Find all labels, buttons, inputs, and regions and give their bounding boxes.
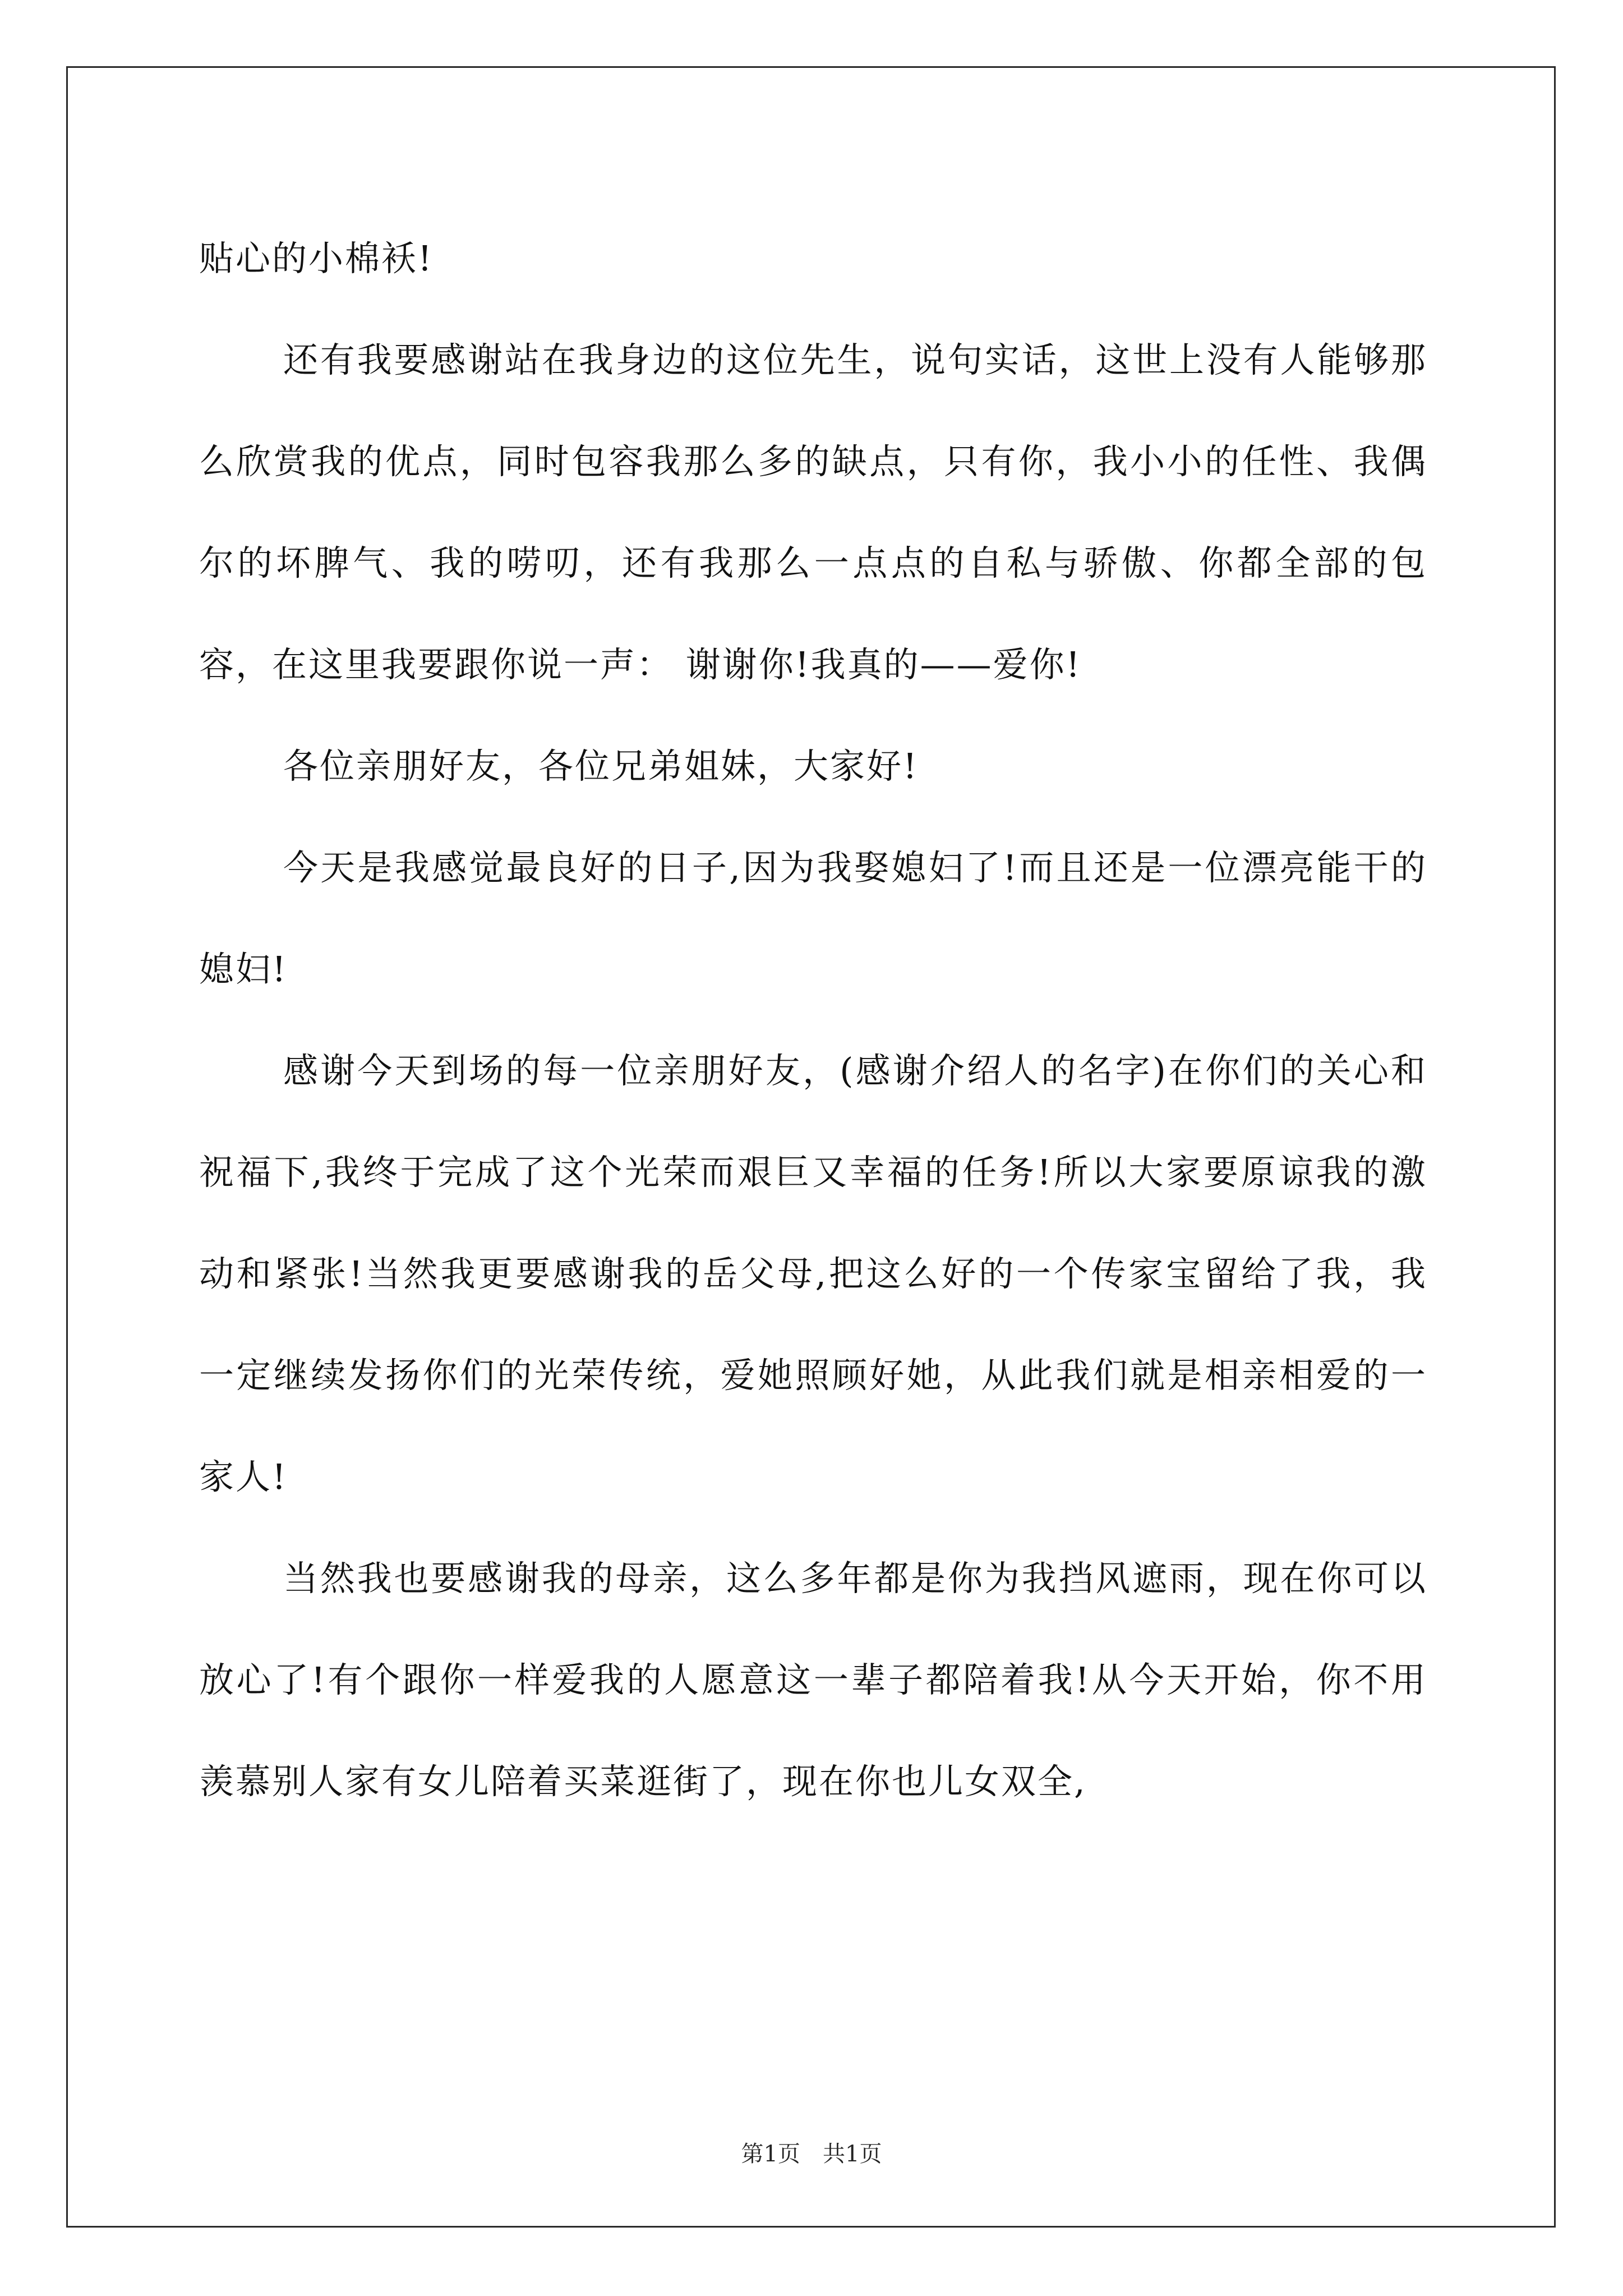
paragraph: 还有我要感谢站在我身边的这位先生，说句实话，这世上没有人能够那么欣赏我的优点，同时包容我那么多的缺点，只有你，我小小的任性、我偶尔的坏脾气、我的唠叨，还有我那么一点点的自私与骄傲、你都全部的包容，在这里我要跟你说一声： 谢谢你!我真的——爱你! bbox=[199, 339, 1427, 685]
paragraph: 贴心的小棉袄! bbox=[199, 238, 434, 279]
page-footer bbox=[0, 2136, 1623, 2168]
paragraph: 今天是我感觉最良好的日子,因为我娶媳妇了!而且还是一位漂亮能干的媳妇! bbox=[199, 847, 1427, 990]
paragraph: 感谢今天到场的每一位亲朋好友，(感谢介绍人的名字)在你们的关心和祝福下,我终于完成了这个光荣而艰巨又幸福的任务!所以大家要原谅我的激动和紧张!当然我更要感谢我的岳父母,把这么好的一个传家宝留给了我，我一定继续发扬你们的光荣传统，爱她照顾好她，从此我们就是相亲相爱的一家人! bbox=[199, 1050, 1427, 1497]
document-body bbox=[199, 208, 1427, 1832]
paragraph: 当然我也要感谢我的母亲，这么多年都是你为我挡风遮雨，现在你可以放心了!有个跟你一样爱我的人愿意这一辈子都陪着我!从今天开始，你不用羡慕别人家有女儿陪着买菜逛街了，现在你也儿女双全, bbox=[199, 1558, 1427, 1802]
page-total: 共1页 bbox=[823, 2141, 882, 2167]
page-number: 第1页 bbox=[741, 2141, 800, 2167]
paragraph: 各位亲朋好友，各位兄弟姐妹，大家好! bbox=[283, 746, 919, 786]
